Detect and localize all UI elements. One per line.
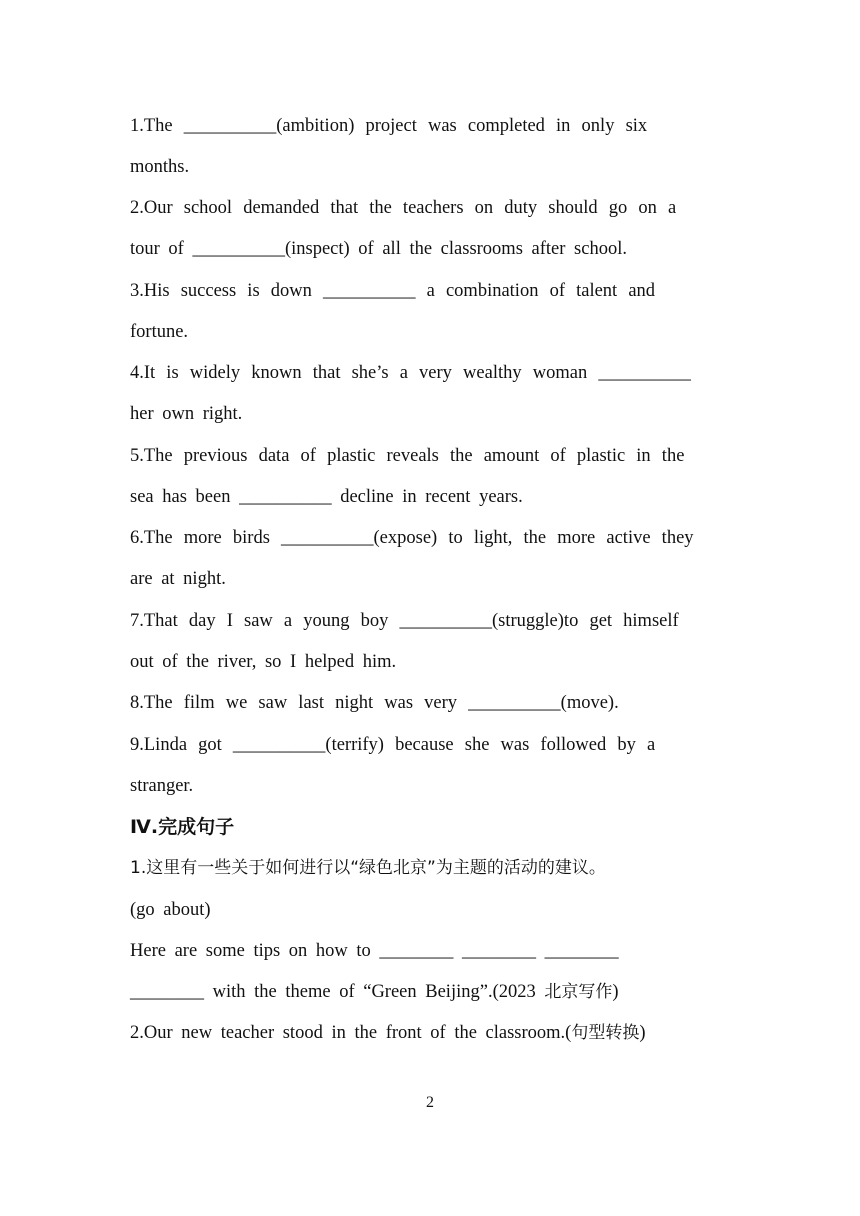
section-heading: Ⅳ.完成句子 — [130, 816, 235, 838]
completion-1-line-2-end: ) — [612, 982, 619, 1002]
completion-1-chinese-text: 1.这里有一些关于如何进行以“绿色北京”为主题的活动的建议。 — [130, 858, 606, 878]
completion-1-hint: (go about) — [130, 900, 211, 920]
completion-1-line-2 — [130, 980, 619, 1004]
completion-2-end: ) — [639, 1023, 646, 1043]
completion-1-chinese — [130, 856, 606, 880]
item-4-line-2: her own right. — [130, 404, 243, 424]
item-1-line-2: months. — [130, 157, 190, 177]
item-7-line-2: out of the river, so I helped him. — [130, 652, 397, 672]
completion-1-line-2-start: ________ with the theme of “Green Beijing”.(2023 — [130, 982, 545, 1002]
completion-1-source: 北京写作 — [544, 982, 613, 1002]
item-3-line-2: fortune. — [130, 322, 189, 342]
completion-2-start: 2.Our new teacher stood in the front of the classroom.( — [130, 1023, 572, 1043]
item-9-line-1: 9.Linda got __________(terrify) because she was followed by a — [130, 735, 656, 755]
item-2-line-1: 2.Our school demanded that the teachers on duty should go on a — [130, 198, 677, 218]
item-2-line-2: tour of __________(inspect) of all the classrooms after school. — [130, 239, 627, 259]
page-number: 2 — [426, 1094, 434, 1111]
item-6-line-2: are at night. — [130, 569, 226, 589]
item-5-line-2: sea has been __________ decline in recent years. — [130, 487, 523, 507]
item-4-line-1: 4.It is widely known that she’s a very wealthy woman __________ — [130, 363, 691, 383]
item-7-line-1: 7.That day I saw a young boy __________(struggle)to get himself — [130, 611, 679, 631]
item-3-line-1: 3.His success is down __________ a combination of talent and — [130, 281, 656, 301]
item-1-line-1: 1.The __________(ambition) project was completed in only six — [130, 116, 648, 136]
completion-1-line-1: Here are some tips on how to ________ ________ ________ — [130, 941, 619, 961]
item-5-line-1: 5.The previous data of plastic reveals the amount of plastic in the — [130, 446, 685, 466]
item-6-line-1: 6.The more birds __________(expose) to light, the more active they — [130, 528, 694, 548]
completion-2-line-1 — [130, 1021, 646, 1045]
item-9-line-2: stranger. — [130, 776, 194, 796]
item-8-line-1: 8.The film we saw last night was very __________(move). — [130, 693, 619, 713]
completion-2-instruction: 句型转换 — [571, 1023, 640, 1043]
